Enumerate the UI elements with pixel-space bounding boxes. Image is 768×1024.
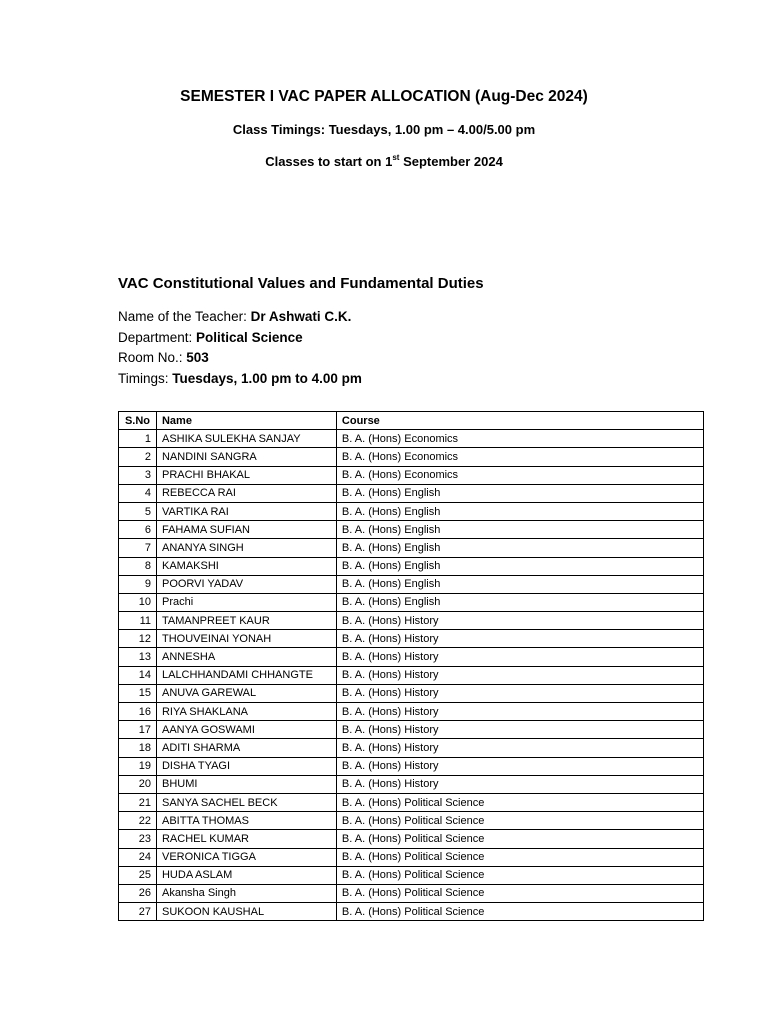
timings-line <box>118 371 362 386</box>
department-value: Political Science <box>196 330 303 345</box>
teacher-label: Name of the Teacher: <box>118 309 251 324</box>
cell-name: THOUVEINAI YONAH <box>156 630 336 648</box>
table-row <box>119 502 704 520</box>
cell-course: B. A. (Hons) Political Science <box>336 866 703 884</box>
timings-label: Timings: <box>118 371 173 386</box>
cell-course: B. A. (Hons) Political Science <box>336 903 703 921</box>
cell-course: B. A. (Hons) History <box>336 630 703 648</box>
cell-name: ADITI SHARMA <box>156 739 336 757</box>
cell-name: FAHAMA SUFIAN <box>156 521 336 539</box>
cell-sno: 20 <box>119 775 157 793</box>
cell-sno: 25 <box>119 866 157 884</box>
cell-course: B. A. (Hons) English <box>336 593 703 611</box>
table-row <box>119 648 704 666</box>
classes-start-line <box>0 153 768 169</box>
room-line <box>118 350 209 365</box>
cell-name: KAMAKSHI <box>156 557 336 575</box>
table-row <box>119 866 704 884</box>
cell-name: SUKOON KAUSHAL <box>156 903 336 921</box>
cell-sno: 13 <box>119 648 157 666</box>
department-line <box>118 330 303 345</box>
cell-name: PRACHI BHAKAL <box>156 466 336 484</box>
cell-name: DISHA TYAGI <box>156 757 336 775</box>
cell-course: B. A. (Hons) History <box>336 721 703 739</box>
cell-name: NANDINI SANGRA <box>156 448 336 466</box>
cell-course: B. A. (Hons) Political Science <box>336 848 703 866</box>
table-row <box>119 539 704 557</box>
cell-course: B. A. (Hons) English <box>336 502 703 520</box>
classes-start-suffix: September 2024 <box>399 154 503 169</box>
table-row <box>119 666 704 684</box>
table-body <box>119 430 704 921</box>
table-row <box>119 812 704 830</box>
cell-sno: 15 <box>119 684 157 702</box>
table-row <box>119 721 704 739</box>
table-row <box>119 484 704 502</box>
cell-name: TAMANPREET KAUR <box>156 612 336 630</box>
cell-course: B. A. (Hons) Economics <box>336 430 703 448</box>
table-row <box>119 830 704 848</box>
cell-course: B. A. (Hons) History <box>336 666 703 684</box>
table-row <box>119 684 704 702</box>
cell-course: B. A. (Hons) Political Science <box>336 812 703 830</box>
table-row <box>119 448 704 466</box>
cell-name: ANANYA SINGH <box>156 539 336 557</box>
table-row <box>119 703 704 721</box>
department-label: Department: <box>118 330 197 345</box>
cell-sno: 7 <box>119 539 157 557</box>
cell-name: VARTIKA RAI <box>156 502 336 520</box>
column-header-sno: S.No <box>119 412 157 430</box>
table-row <box>119 848 704 866</box>
cell-course: B. A. (Hons) Economics <box>336 448 703 466</box>
cell-name: REBECCA RAI <box>156 484 336 502</box>
cell-name: VERONICA TIGGA <box>156 848 336 866</box>
cell-name: Akansha Singh <box>156 884 336 902</box>
classes-start-ordinal: st <box>392 153 400 162</box>
column-header-name: Name <box>156 412 336 430</box>
cell-name: SANYA SACHEL BECK <box>156 793 336 811</box>
cell-sno: 18 <box>119 739 157 757</box>
cell-name: LALCHHANDAMI CHHANGTE <box>156 666 336 684</box>
room-label: Room No.: <box>118 350 187 365</box>
timings-value: Tuesdays, 1.00 pm to 4.00 pm <box>172 371 362 386</box>
cell-name: ASHIKA SULEKHA SANJAY <box>156 430 336 448</box>
cell-course: B. A. (Hons) English <box>336 521 703 539</box>
cell-course: B. A. (Hons) History <box>336 684 703 702</box>
cell-course: B. A. (Hons) Political Science <box>336 884 703 902</box>
table-row <box>119 612 704 630</box>
cell-name: ANUVA GAREWAL <box>156 684 336 702</box>
table-row <box>119 793 704 811</box>
cell-name: BHUMI <box>156 775 336 793</box>
cell-sno: 11 <box>119 612 157 630</box>
teacher-value: Dr Ashwati C.K. <box>250 309 352 324</box>
cell-sno: 12 <box>119 630 157 648</box>
cell-sno: 5 <box>119 502 157 520</box>
cell-course: B. A. (Hons) History <box>336 757 703 775</box>
cell-sno: 6 <box>119 521 157 539</box>
cell-name: HUDA ASLAM <box>156 866 336 884</box>
cell-sno: 1 <box>119 430 157 448</box>
table-row <box>119 593 704 611</box>
cell-sno: 17 <box>119 721 157 739</box>
cell-course: B. A. (Hons) Political Science <box>336 793 703 811</box>
table-row <box>119 521 704 539</box>
cell-name: ABITTA THOMAS <box>156 812 336 830</box>
column-header-course: Course <box>336 412 703 430</box>
cell-sno: 21 <box>119 793 157 811</box>
cell-sno: 10 <box>119 593 157 611</box>
cell-name: RIYA SHAKLANA <box>156 703 336 721</box>
cell-sno: 23 <box>119 830 157 848</box>
cell-sno: 26 <box>119 884 157 902</box>
cell-sno: 16 <box>119 703 157 721</box>
cell-sno: 2 <box>119 448 157 466</box>
cell-course: B. A. (Hons) History <box>336 703 703 721</box>
cell-sno: 24 <box>119 848 157 866</box>
cell-sno: 3 <box>119 466 157 484</box>
table-row <box>119 757 704 775</box>
class-timings: Class Timings: Tuesdays, 1.00 pm – 4.00/5.00 pm <box>232 122 536 137</box>
cell-sno: 14 <box>119 666 157 684</box>
table-row <box>119 430 704 448</box>
cell-course: B. A. (Hons) Political Science <box>336 830 703 848</box>
cell-course: B. A. (Hons) Economics <box>336 466 703 484</box>
cell-sno: 19 <box>119 757 157 775</box>
cell-sno: 22 <box>119 812 157 830</box>
cell-name: AANYA GOSWAMI <box>156 721 336 739</box>
cell-course: B. A. (Hons) History <box>336 739 703 757</box>
table-row <box>119 575 704 593</box>
cell-name: ANNESHA <box>156 648 336 666</box>
cell-course: B. A. (Hons) English <box>336 539 703 557</box>
cell-sno: 27 <box>119 903 157 921</box>
room-value: 503 <box>186 350 209 365</box>
cell-name: POORVI YADAV <box>156 575 336 593</box>
section-heading: VAC Constitutional Values and Fundamental Duties <box>118 275 484 292</box>
classes-start-prefix: Classes to start on 1 <box>265 154 393 169</box>
cell-course: B. A. (Hons) English <box>336 484 703 502</box>
cell-course: B. A. (Hons) History <box>336 775 703 793</box>
table-row <box>119 884 704 902</box>
teacher-line <box>118 309 351 324</box>
table-row <box>119 739 704 757</box>
cell-name: RACHEL KUMAR <box>156 830 336 848</box>
table-row <box>119 466 704 484</box>
table-row <box>119 775 704 793</box>
cell-course: B. A. (Hons) History <box>336 648 703 666</box>
cell-sno: 8 <box>119 557 157 575</box>
cell-course: B. A. (Hons) English <box>336 575 703 593</box>
student-table <box>118 411 704 921</box>
table-row <box>119 903 704 921</box>
table-header-row <box>119 412 704 430</box>
cell-course: B. A. (Hons) English <box>336 557 703 575</box>
document-title: SEMESTER I VAC PAPER ALLOCATION (Aug-Dec 2024) <box>180 88 588 105</box>
cell-course: B. A. (Hons) History <box>336 612 703 630</box>
table-row <box>119 630 704 648</box>
table-row <box>119 557 704 575</box>
cell-sno: 9 <box>119 575 157 593</box>
cell-sno: 4 <box>119 484 157 502</box>
cell-name: Prachi <box>156 593 336 611</box>
